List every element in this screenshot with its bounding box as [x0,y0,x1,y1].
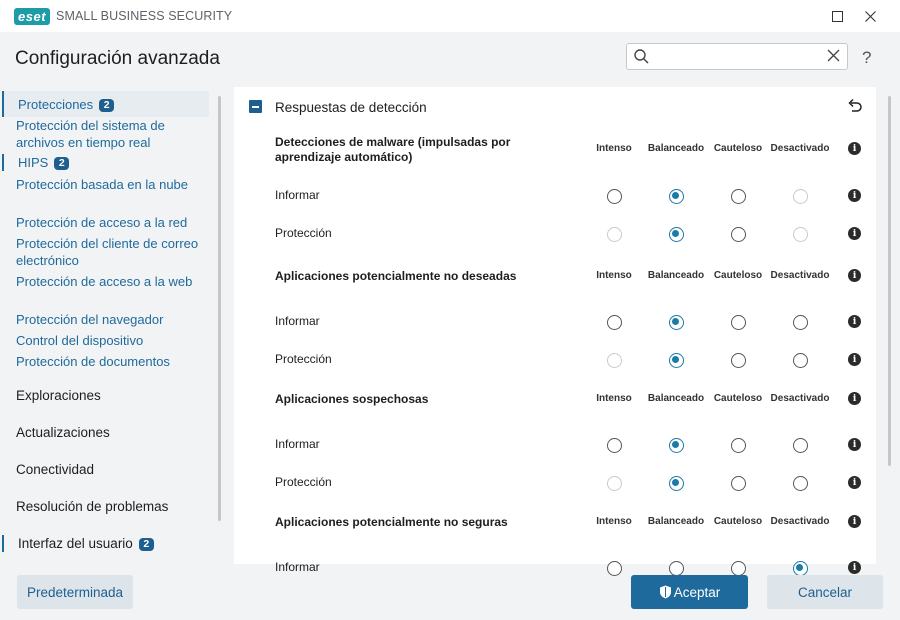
close-window-button[interactable] [860,6,880,26]
radio-intenso[interactable] [607,315,622,330]
radio-desactivado [793,227,808,242]
radio-balanceado[interactable] [669,315,684,330]
accept-label: Aceptar [673,584,721,600]
radio-intenso [607,227,622,242]
info-icon[interactable]: i [848,315,861,328]
info-icon[interactable]: i [848,189,861,202]
count-badge: 2 [54,157,69,170]
page-title: Configuración avanzada [15,48,220,69]
radio-balanceado[interactable] [669,189,684,204]
sidebar-item-conectividad[interactable]: Conectividad [16,462,95,477]
radio-intenso [607,476,622,491]
info-icon[interactable]: i [848,561,861,574]
info-icon[interactable]: i [848,142,861,155]
sidebar-item-exploraciones[interactable]: Exploraciones [16,388,101,403]
column-header: Intenso [596,143,632,154]
sidebar-item-proteccion-documentos[interactable]: Protección de documentos [16,354,170,369]
info-icon[interactable]: i [848,392,861,405]
column-header: Balanceado [647,516,705,527]
square-icon [832,11,843,22]
count-badge: 2 [99,99,114,112]
radio-desactivado[interactable] [793,438,808,453]
search-icon [633,48,650,65]
column-header: Desactivado [770,516,830,527]
collapse-toggle[interactable] [249,100,262,113]
section-title: Aplicaciones potencialmente no deseadas [275,269,517,283]
radio-desactivado [793,189,808,204]
sidebar-scrollbar[interactable] [218,96,221,521]
column-header: Cauteloso [713,393,763,404]
default-button[interactable]: Predeterminada [17,575,133,609]
row-label: Protección [275,475,332,489]
radio-desactivado[interactable] [793,561,808,576]
row-label: Informar [275,437,320,451]
app-name: SMALL BUSINESS SECURITY [56,9,233,23]
help-button[interactable]: ? [862,48,872,67]
radio-balanceado[interactable] [669,353,684,368]
radio-desactivado[interactable] [793,476,808,491]
sidebar [0,86,226,564]
radio-cauteloso[interactable] [731,189,746,204]
radio-cauteloso[interactable] [731,476,746,491]
close-icon [827,49,840,62]
radio-balanceado[interactable] [669,438,684,453]
radio-balanceado[interactable] [669,476,684,491]
sidebar-item-proteccion-navegador[interactable]: Protección del navegador [16,312,164,327]
accept-button[interactable] [631,575,748,609]
radio-cauteloso[interactable] [731,561,746,576]
radio-intenso[interactable] [607,438,622,453]
sidebar-item-proteccion-web[interactable]: Protección de acceso a la web [16,274,193,289]
main-scrollbar[interactable] [888,96,891,466]
radio-balanceado[interactable] [669,561,684,576]
sidebar-item-proteccion-red[interactable]: Protección de acceso a la red [16,215,188,230]
column-header: Balanceado [647,270,705,281]
info-icon[interactable]: i [848,476,861,489]
panel-header [234,87,876,127]
sidebar-item-label: HIPS [18,155,49,170]
column-header: Cauteloso [713,270,763,281]
info-icon[interactable]: i [848,269,861,282]
sidebar-item-interfaz-usuario[interactable] [2,535,187,552]
column-header: Balanceado [647,393,705,404]
header [0,32,900,86]
row-label: Informar [275,560,320,574]
section-title: Aplicaciones sospechosas [275,392,429,406]
cancel-button[interactable]: Cancelar [767,575,883,609]
column-header: Intenso [596,270,632,281]
count-badge: 2 [139,538,154,551]
undo-icon[interactable] [846,97,864,115]
detection-responses-panel [234,87,876,574]
section-title: Aplicaciones potencialmente no seguras [275,515,508,529]
search-input[interactable] [655,47,815,66]
column-header: Cauteloso [713,516,763,527]
sidebar-item-hips[interactable] [2,154,187,171]
sidebar-item-proteccion-nube[interactable]: Protección basada en la nube [16,177,189,192]
radio-cauteloso[interactable] [731,227,746,242]
radio-balanceado[interactable] [669,227,684,242]
column-header: Desactivado [770,270,830,281]
maximize-button[interactable] [827,6,847,26]
radio-desactivado[interactable] [793,353,808,368]
sidebar-item-resolucion-problemas[interactable]: Resolución de problemas [16,499,169,514]
radio-intenso[interactable] [607,189,622,204]
column-header: Desactivado [770,143,830,154]
panel-title: Respuestas de detección [275,100,427,115]
search-box[interactable] [626,43,848,70]
title-bar [0,0,900,32]
clear-search-button[interactable] [824,47,843,66]
section-title: Detecciones de malware (impulsadas por aprendizaje automático) [275,135,511,164]
radio-intenso [607,353,622,368]
sidebar-item-protecciones[interactable] [2,91,209,117]
row-label: Protección [275,352,332,366]
sidebar-item-label: Interfaz del usuario [18,536,133,551]
sidebar-item-proteccion-correo[interactable]: Protección del cliente de correo electrónico [16,236,199,268]
column-header: Cauteloso [713,143,763,154]
sidebar-item-label: Protecciones [18,97,94,112]
column-header: Intenso [596,393,632,404]
radio-cauteloso[interactable] [731,438,746,453]
row-label: Informar [275,188,320,202]
info-icon[interactable]: i [848,227,861,240]
column-header: Desactivado [770,393,830,404]
info-icon[interactable]: i [848,353,861,366]
sidebar-item-proteccion-sistema-archivos[interactable]: Protección del sistema de archivos en tiempo real [16,118,165,150]
info-icon[interactable]: i [848,438,861,451]
shield-icon [659,585,672,599]
eset-logo [14,7,232,25]
row-label: Informar [275,314,320,328]
column-header: Intenso [596,516,632,527]
info-icon[interactable]: i [848,515,861,528]
radio-intenso[interactable] [607,561,622,576]
logo-mark: eset [14,8,50,25]
radio-cauteloso[interactable] [731,315,746,330]
row-label: Protección [275,226,332,240]
radio-desactivado[interactable] [793,315,808,330]
radio-cauteloso[interactable] [731,353,746,368]
sidebar-item-actualizaciones[interactable]: Actualizaciones [16,425,110,440]
close-icon [865,11,876,22]
sidebar-item-control-dispositivo[interactable]: Control del dispositivo [16,333,144,348]
column-header: Balanceado [647,143,705,154]
